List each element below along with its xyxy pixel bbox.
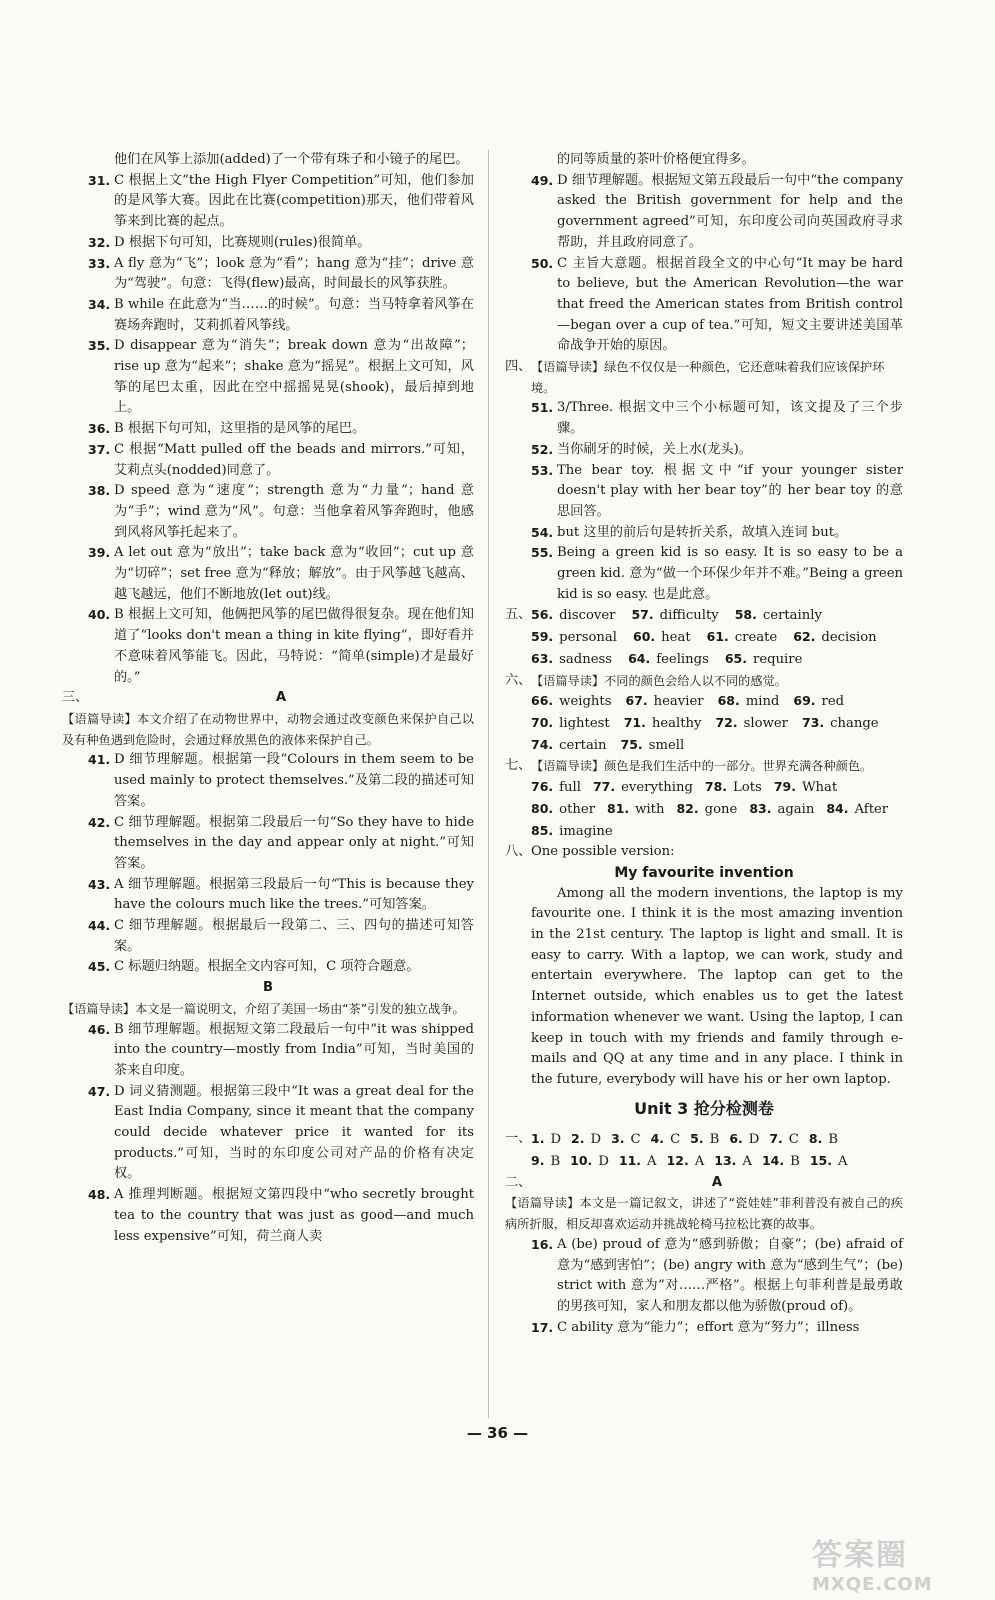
answer-entry xyxy=(62,813,474,875)
column-divider xyxy=(488,150,489,1418)
unit-title: Unit 3 抢分检测卷 xyxy=(634,1098,774,1118)
question-number: 63. xyxy=(531,650,554,666)
answer-explanation: but 这里的前后句是转折关系，故填入连词 but。 xyxy=(557,524,848,540)
answer-entry xyxy=(62,254,474,295)
answer-word: red xyxy=(821,694,845,710)
section-heading xyxy=(505,1173,903,1194)
answer-entry xyxy=(505,254,903,358)
answer-word: full xyxy=(559,780,581,796)
answer-explanation: C 主旨大意题。根据首段全文的中心句“It may be hard to believe, but the American Revolution—the war that freed the American states from British control—began over a cup of tea.”可知，短文主要讲述美国革命战争开始的原因。 xyxy=(557,255,903,354)
question-number: 53. xyxy=(531,462,554,478)
answer-entry xyxy=(62,295,474,336)
question-number: 9. xyxy=(531,1153,545,1169)
passage-letter: A xyxy=(275,690,287,706)
question-number: 73. xyxy=(801,714,825,730)
passage-letter: A xyxy=(711,1174,723,1190)
question-number: 52. xyxy=(531,441,554,457)
question-number: 70. xyxy=(531,714,554,730)
answer-word: D xyxy=(550,1132,562,1148)
section-number: 一、 xyxy=(505,1131,532,1147)
question-number: 71. xyxy=(623,714,646,730)
answer-word: create xyxy=(734,630,778,646)
answer-word: lightest xyxy=(559,715,610,731)
question-number: 55. xyxy=(531,545,554,561)
answer-word: A xyxy=(647,1154,657,1170)
answer-word: C xyxy=(670,1132,681,1148)
section-number: 二、 xyxy=(505,1174,532,1190)
section-number: 八、 xyxy=(505,844,532,860)
question-number: 13. xyxy=(714,1153,737,1169)
answer-explanation: C 细节理解题。根据第二段最后一句“So they have to hide themselves in the day and appear only at night.”可知答案。 xyxy=(114,814,474,871)
answer-word: Lots xyxy=(733,780,762,796)
answer-word: decision xyxy=(821,630,877,646)
answer-word: heat xyxy=(661,630,691,646)
question-number: 64. xyxy=(628,650,651,666)
section-heading xyxy=(62,688,474,709)
question-number: 38. xyxy=(88,483,111,499)
passage-guide: 【语篇导读】不同的颜色会给人以不同的感觉。 xyxy=(531,673,787,688)
answer-entry xyxy=(62,916,474,957)
answer-word: After xyxy=(854,801,889,817)
answer-word: change xyxy=(830,715,879,731)
question-number: 43. xyxy=(88,876,111,892)
version-label: One possible version: xyxy=(531,844,675,860)
question-number: 58. xyxy=(734,607,757,623)
question-number: 17. xyxy=(531,1319,554,1335)
answer-word: weights xyxy=(559,694,612,710)
question-number: 12. xyxy=(666,1153,689,1169)
question-number: 82. xyxy=(676,800,699,816)
answer-word: B xyxy=(828,1132,839,1148)
answer-explanation: D 细节理解题。根据短文第五段最后一句中“the company asked the British government for help and the government agreed”可知，东印度公司向英国政府寻求帮助，并且政府同意了。 xyxy=(557,172,903,250)
answer-explanation: A 推理判断题。根据短文第四段中“who secretly brought tea to the country that was just as good—and much less expensive”可知，荷兰商人卖 xyxy=(114,1187,474,1244)
question-number: 2. xyxy=(571,1131,585,1147)
answer-entry xyxy=(62,1082,474,1186)
answer-row xyxy=(505,713,903,735)
question-number: 80. xyxy=(531,800,554,816)
question-number: 68. xyxy=(717,693,740,709)
section-heading xyxy=(505,1129,903,1151)
answer-word: again xyxy=(777,801,815,817)
question-number: 5. xyxy=(690,1131,704,1147)
question-number: 40. xyxy=(88,607,111,623)
answer-entry xyxy=(62,957,474,978)
section-body xyxy=(505,1129,903,1151)
answer-entry xyxy=(505,1318,903,1339)
question-number: 48. xyxy=(88,1187,111,1203)
answer-word: mind xyxy=(745,694,780,710)
answer-row xyxy=(505,627,903,649)
answer-row xyxy=(505,1151,903,1173)
watermark-url: MXQE.COM xyxy=(812,1574,933,1595)
answer-word: sadness xyxy=(559,651,613,667)
question-number: 8. xyxy=(808,1131,823,1147)
passage-letter: B xyxy=(262,980,274,996)
answer-word: A xyxy=(694,1154,705,1170)
question-number: 44. xyxy=(88,918,111,934)
essay-body: Among all the modern inventions, the laptop is my favourite one. I think it is the most amazing invention in the 21st century. The laptop is light and small. It is easy to carry. With a laptop, we can work, study and entertain everywhere. The laptop can get to the Internet outside, which enables us to get the latest information whenever we want. Using the laptop, I can keep in touch with my friends and family through e-mails and QQ at any time and in any place. I think in the future, everybody will have his or her own laptop. xyxy=(531,885,903,1087)
question-number: 72. xyxy=(715,714,738,730)
answer-entry xyxy=(62,605,474,688)
question-number: 50. xyxy=(531,255,554,271)
answer-word: personal xyxy=(559,630,617,646)
section-number: 四、 xyxy=(505,359,532,375)
question-number: 61. xyxy=(706,629,729,645)
answer-word: B xyxy=(790,1154,800,1170)
passage-guide: 【语篇导读】本文是一篇说明文，介绍了美国一场由“茶”引发的独立战争。 xyxy=(62,1001,465,1016)
question-number: 65. xyxy=(724,650,748,666)
answer-explanation: C 细节理解题。根据最后一段第二、三、四句的描述可知答案。 xyxy=(114,918,474,954)
answer-explanation: C ability 意为“能力”；effort 意为“努力”；illness xyxy=(557,1319,860,1335)
question-number: 54. xyxy=(531,524,554,540)
answer-entry xyxy=(62,233,474,254)
answer-entry xyxy=(62,543,474,605)
question-number: 74. xyxy=(531,736,554,752)
question-number: 4. xyxy=(650,1131,665,1147)
question-number: 32. xyxy=(88,234,111,250)
watermark-text: 答案圈 xyxy=(812,1538,908,1573)
section-heading xyxy=(505,842,903,863)
section-heading xyxy=(505,756,903,777)
passage-guide: 【语篇导读】本文介绍了在动物世界中，动物会通过改变颜色来保护自己以及有种鱼遇到危险时，会通过释放黑色的液体来保护自己。 xyxy=(62,711,474,747)
answer-row xyxy=(505,1129,903,1151)
answer-word: heavier xyxy=(653,694,704,710)
answer-explanation: B 根据上文可知，他俩把风筝的尾巴做得很复杂。现在他们知道了“looks don't mean a thing in kite flying”，即好看并不意味着风筝能飞。因此，马特说：“简单(simple)才是最好的。” xyxy=(114,607,474,685)
question-number: 36. xyxy=(88,421,111,437)
answer-entry xyxy=(505,1235,903,1318)
answer-word: D xyxy=(590,1132,602,1148)
question-number: 3. xyxy=(611,1131,625,1147)
answer-row xyxy=(505,777,903,799)
answer-explanation: B 根据下句可知，这里指的是风筝的尾巴。 xyxy=(114,421,366,437)
answer-word: discover xyxy=(559,608,616,624)
answer-entry xyxy=(505,461,903,523)
question-number: 14. xyxy=(761,1153,785,1169)
question-number: 39. xyxy=(88,545,111,561)
answer-entry xyxy=(62,750,474,812)
answer-explanation: D 根据下句可知，比赛规则(rules)很简单。 xyxy=(114,234,371,250)
section-heading xyxy=(505,357,903,398)
answer-row xyxy=(505,821,903,843)
question-number: 84. xyxy=(826,800,849,816)
question-number: 31. xyxy=(88,172,111,188)
answer-explanation: D speed 意为“速度”；strength 意为“力量”；hand 意为“手”；wind 意为“风”。句意：当他拿着风筝奔跑时，他感到风将风筝托起来了。 xyxy=(114,483,474,540)
section-number: 三、 xyxy=(62,690,89,706)
question-number: 37. xyxy=(88,441,111,457)
section-number: 六、 xyxy=(505,672,532,688)
answer-word: require xyxy=(753,651,803,667)
answer-word: imagine xyxy=(559,823,613,839)
answer-explanation: The bear toy. 根据文中“if your younger sister doesn't play with her bear toy”的 her bear toy 的意思回答。 xyxy=(557,462,903,519)
answer-explanation: D 细节理解题。根据第一段“Colours in them seem to be used mainly to protect themselves.”及第二段的描述可知答案。 xyxy=(114,752,474,809)
answer-entry xyxy=(62,419,474,440)
answer-word: D xyxy=(748,1132,760,1148)
answer-explanation: A let out 意为“放出”；take back 意为“收回”；cut up 意为“切碎”；set free 意为“释放；解放”。由于风筝越飞越高、越飞越远，他们不断地放(let out)线。 xyxy=(114,545,474,602)
question-number: 7. xyxy=(769,1131,783,1147)
question-number: 62. xyxy=(793,629,816,645)
section-number: 五、 xyxy=(505,607,532,623)
answer-entry xyxy=(505,523,903,544)
page-number: — 36 — xyxy=(466,1424,529,1442)
answer-entry xyxy=(62,1020,474,1082)
answer-entry xyxy=(62,481,474,543)
question-number: 35. xyxy=(88,338,111,354)
answer-word: other xyxy=(559,801,595,817)
answer-explanation: D disappear 意为“消失”；break down 意为“出故障”；rise up 意为“起来”；shake 意为“摇晃”。根据上文可知，风筝的尾巴太重，因此在空中摇摇晃晃(shook)，最后掉到地上。 xyxy=(114,338,474,416)
answer-word: slower xyxy=(743,715,788,731)
question-number: 56. xyxy=(531,607,554,623)
section-body xyxy=(505,605,903,670)
answer-word: smell xyxy=(648,737,685,753)
question-number: 41. xyxy=(88,752,111,768)
question-number: 69. xyxy=(793,693,816,709)
answer-row xyxy=(505,691,903,713)
question-number: 57. xyxy=(631,607,654,623)
question-number: 15. xyxy=(809,1153,832,1169)
passage-guide: 【语篇导读】本文是一篇记叙文，讲述了“瓷娃娃”菲利普没有被自己的疾病所折服，相反却喜欢运动并挑战轮椅马拉松比赛的故事。 xyxy=(505,1196,903,1232)
answer-explanation: D 词义猜测题。根据第三段中“It was a great deal for the East India Company, since it meant that the company could decide whatever price it wanted for its products.”可知，当时的东印度公司对产品的价格有决定权。 xyxy=(114,1083,474,1182)
question-number: 79. xyxy=(773,779,796,795)
answer-entry xyxy=(505,398,903,439)
question-number: 33. xyxy=(88,255,111,271)
question-number: 1. xyxy=(531,1131,545,1147)
answer-entry xyxy=(505,543,903,605)
answer-word: feelings xyxy=(656,651,709,667)
answer-word: B xyxy=(709,1132,720,1148)
question-number: 49. xyxy=(531,172,554,188)
left-column xyxy=(62,150,474,1247)
answer-word: certainly xyxy=(762,608,822,624)
question-number: 83. xyxy=(749,800,772,816)
question-number: 11. xyxy=(618,1153,642,1169)
answer-word: difficulty xyxy=(659,608,719,624)
answer-row xyxy=(505,605,903,627)
question-number: 42. xyxy=(88,814,111,830)
answer-entry xyxy=(62,440,474,481)
question-number: 75. xyxy=(620,736,643,752)
question-number: 46. xyxy=(88,1021,111,1037)
answer-word: D xyxy=(598,1154,609,1170)
section-heading xyxy=(505,671,903,692)
continued-text: 他们在风筝上添加(added)了一个带有珠子和小镜子的尾巴。 xyxy=(114,152,469,167)
passage-guide: 【语篇导读】颜色是我们生活中的一部分。世界充满各种颜色。 xyxy=(531,759,873,774)
answer-entry xyxy=(505,171,903,254)
answer-explanation: C 根据“Matt pulled off the beads and mirrors.”可知，艾莉点头(nodded)同意了。 xyxy=(114,441,474,478)
answer-entry xyxy=(62,875,474,916)
answer-row xyxy=(505,735,903,757)
question-number: 34. xyxy=(88,296,111,312)
answer-explanation: C 根据上文“the High Flyer Competition”可知，他们参加的是风筝大赛。因此在比赛(competition)那天，他们带着风筝来到比赛的起点。 xyxy=(114,172,474,230)
question-number: 76. xyxy=(531,779,554,795)
answer-word: gone xyxy=(704,801,738,817)
question-number: 67. xyxy=(625,693,648,709)
section-heading xyxy=(505,605,903,670)
answer-word: healthy xyxy=(651,715,702,731)
question-number: 45. xyxy=(88,959,111,975)
answer-explanation: B 细节理解题。根据短文第二段最后一句中“it was shipped into the country—mostly from India”可知，当时美国的茶来自印度。 xyxy=(114,1021,474,1078)
question-number: 10. xyxy=(570,1153,593,1169)
question-number: 85. xyxy=(531,822,554,838)
question-number: 47. xyxy=(88,1083,111,1099)
answer-row xyxy=(505,799,903,821)
answer-word: What xyxy=(801,780,838,796)
continued-text: 的同等质量的茶叶价格便宜得多。 xyxy=(557,152,755,167)
answer-explanation: A (be) proud of 意为“感到骄傲；自豪”；(be) afraid of 意为“感到害怕”；(be) angry with 意为“感到生气”；(be) strict with 意为“对……严格”。根据上句菲利普是最勇敢的男孩可知，家人和朋友都以他为骄傲(proud of)。 xyxy=(557,1236,903,1314)
answer-explanation: A fly 意为“飞”；look 意为“看”；hang 意为“挂”；drive 意为“驾驶”。句意：飞得(flew)最高，时间最长的风筝获胜。 xyxy=(114,255,474,292)
question-number: 78. xyxy=(704,779,728,795)
answer-explanation: Being a green kid is so easy. It is so easy to be a green kid. 意为“做一个环保少年并不难。”Being a green kid is so easy. 也是此意。 xyxy=(557,545,903,602)
answer-word: everything xyxy=(621,780,693,796)
passage-guide: 【语篇导读】绿色不仅仅是一种颜色，它还意味着我们应该保护环境。 xyxy=(531,360,885,395)
answer-explanation: C 标题归纳题。根据全文内容可知，C 项符合题意。 xyxy=(114,959,420,975)
watermark-logo xyxy=(812,1530,972,1595)
answer-word: with xyxy=(635,801,665,817)
answer-explanation: 3/Three. 根据文中三个小标题可知，该文提及了三个步骤。 xyxy=(557,400,903,437)
answer-word: B xyxy=(550,1154,561,1170)
answer-word: A xyxy=(742,1154,752,1170)
answer-explanation: B while 在此意为“当……的时候”。句意：当马特拿着风筝在赛场奔跑时，艾莉抓着风筝线。 xyxy=(114,296,474,333)
answer-row xyxy=(505,649,903,671)
right-column xyxy=(505,150,903,1338)
answer-explanation: A 细节理解题。根据第三段最后一句“This is because they have the colours much like the trees.”可知答案。 xyxy=(114,876,474,913)
question-number: 81. xyxy=(607,800,630,816)
question-number: 66. xyxy=(531,693,554,709)
question-number: 16. xyxy=(531,1236,554,1252)
section-number: 七、 xyxy=(505,758,532,774)
answer-word: certain xyxy=(559,737,607,753)
essay-title: My favourite invention xyxy=(614,864,794,881)
answer-word: A xyxy=(837,1154,848,1170)
answer-entry xyxy=(62,336,474,419)
question-number: 51. xyxy=(531,400,554,416)
answer-word: C xyxy=(630,1132,641,1148)
answer-entry xyxy=(62,171,474,233)
answer-word: C xyxy=(788,1132,799,1148)
answer-entry xyxy=(505,440,903,461)
question-number: 59. xyxy=(531,629,554,645)
question-number: 60. xyxy=(633,629,656,645)
question-number: 77. xyxy=(592,779,616,795)
answer-entry xyxy=(62,1185,474,1247)
answer-explanation: 当你刷牙的时候，关上水(龙头)。 xyxy=(557,441,752,457)
question-number: 6. xyxy=(729,1131,743,1147)
